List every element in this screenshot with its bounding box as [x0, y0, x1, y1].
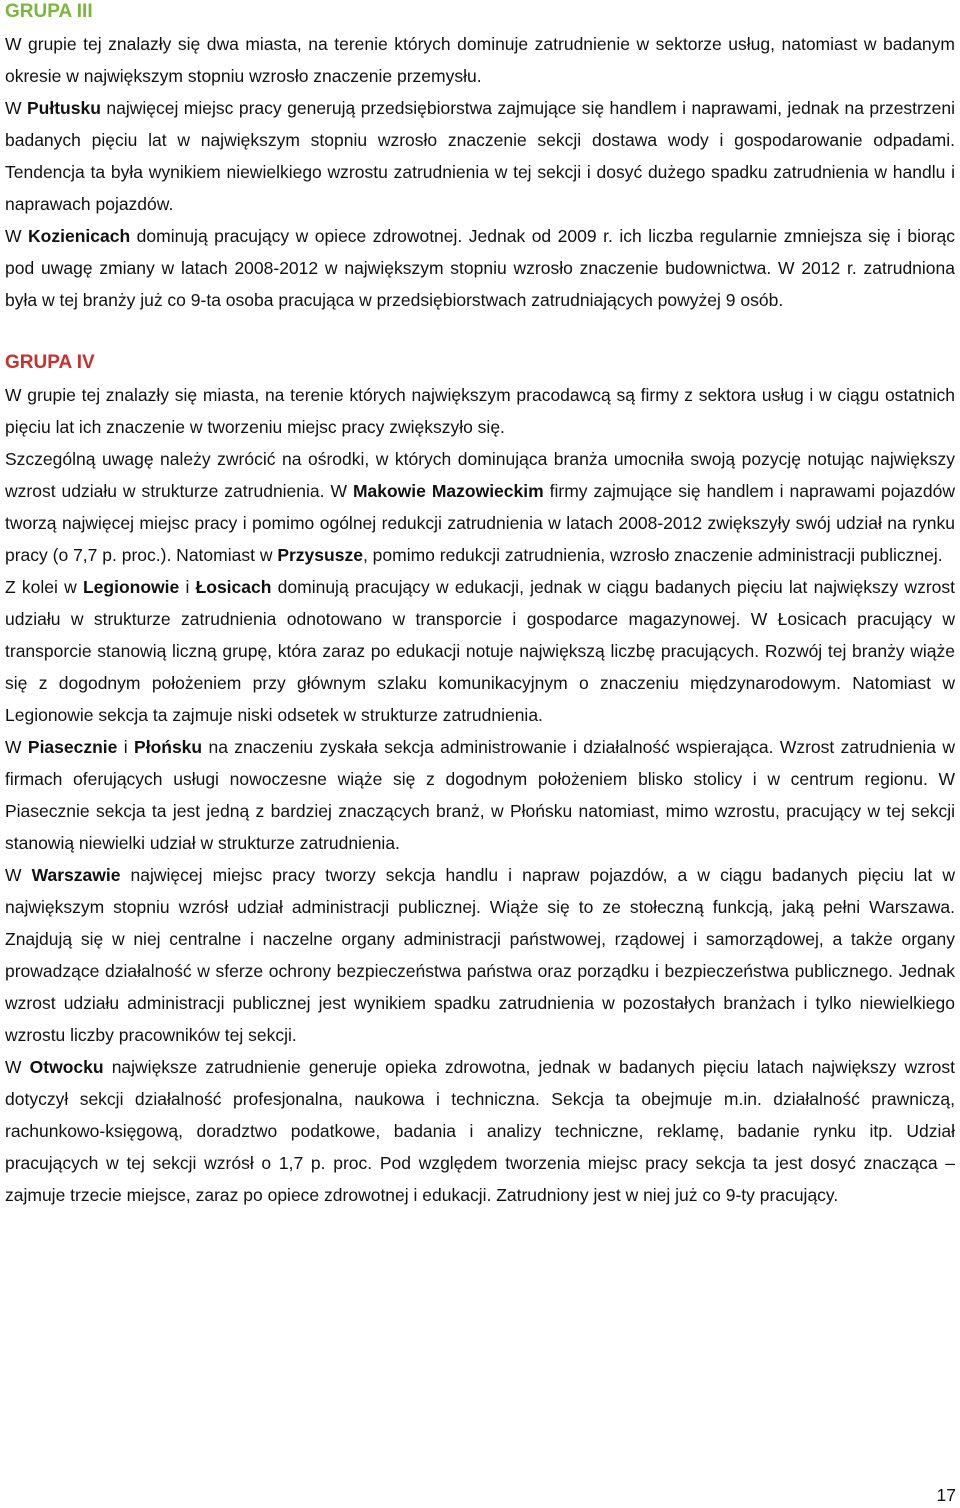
paragraph — [5, 92, 955, 220]
text-run: i — [179, 577, 196, 597]
place-name: Warszawie — [31, 865, 121, 885]
page-number: 17 — [936, 1485, 956, 1505]
place-name: Makowie Mazowieckim — [352, 481, 544, 501]
text-run: najwięcej miejsc pracy generują przedsiębiorstwa zajmujące się handlem i naprawami, jednak na przestrzeni badanych pięciu lat w największym stopniu wzrosło znaczenie sekcji dostawa wody i gospodarowanie odpadami. Tendencja ta była wynikiem niewielkiego wzrostu zatrudnienia w tej sekcji i dosyć dużego spadku zatrudnienia w handlu i naprawach pojazdów. — [5, 98, 955, 214]
text-run: W — [5, 737, 28, 757]
text-run: Szczególną uwagę należy zwrócić na ośrodki, w których dominująca branża umocniła swoją pozycję notując największy wzrost udziału w strukturze zatrudnienia. W — [5, 449, 955, 501]
place-name: Łosicach — [195, 577, 272, 597]
text-run: W — [5, 865, 32, 885]
place-name: Otwocku — [29, 1057, 104, 1077]
paragraph — [5, 1051, 955, 1211]
place-name: Płońsku — [134, 737, 203, 757]
document-page — [5, 0, 955, 1211]
text-run: W grupie tej znalazły się dwa miasta, na terenie których dominuje zatrudnienie w sektorze usług, natomiast w badanym okresie w największym stopniu wzrosło znaczenie przemysłu. — [5, 34, 955, 86]
text-run: dominują pracujący w edukacji, jednak w ciągu badanych pięciu lat największy wzrost udziału w strukturze zatrudnienia odnotowano w transporcie i gospodarce magazynowej. W Łosicach pracujący w transporcie stanowią liczną grupę, która zaraz po edukacji notuje największą liczbę pracujących. Rozwój tej branży wiąże się z dogodnym położeniem przy głównym szlaku komunikacyjnym o znaczeniu międzynarodowym. Natomiast w Legionowie sekcja ta zajmuje niski odsetek w strukturze zatrudnienia. — [5, 577, 955, 725]
text-run: najwięcej miejsc pracy tworzy sekcja handlu i napraw pojazdów, a w ciągu badanych pięciu lat w największym stopniu wzrósł udział administracji publicznej. Wiąże się to ze stołeczną funkcją, jaką pełni Warszawa. Znajdują się w niej centralne i naczelne organy administracji państwowej, rządowej i samorządowej, a także organy prowadzące działalność w sferze ochrony bezpieczeństwa państwa oraz porządku i bezpieczeństwa publicznego. Jednak wzrost udziału administracji publicznej jest wynikiem spadku zatrudnienia w pozostałych branżach i tylko niewielkiego wzrostu liczby pracowników tej sekcji. — [5, 865, 955, 1045]
paragraph — [5, 379, 955, 443]
place-name: Pułtusku — [26, 98, 101, 118]
place-name: Przysusze — [277, 545, 363, 565]
paragraph — [5, 28, 955, 92]
text-run: na znaczeniu zyskała sekcja administrowanie i działalność wspierająca. Wzrost zatrudnienia w firmach oferujących usługi nowoczesne wiąże się z dogodnym położeniem blisko stolicy i w centrum regionu. W Piasecznie sekcja ta jest jedną z bardziej znaczących branż, w Płońsku natomiast, mimo wzrostu, pracujący w tej sekcji stanowią niewielki udział w strukturze zatrudnienia. — [5, 737, 955, 853]
text-run: największe zatrudnienie generuje opieka zdrowotna, jednak w badanych pięciu latach największy wzrost dotyczył sekcji działalność profesjonalna, naukowa i techniczna. Sekcja ta obejmuje m.in. działalność prawniczą, rachunkowo-księgową, doradztwo podatkowe, badania i analizy techniczne, reklamę, badanie rynku itp. Udział pracujących w tej sekcji wzrósł o 1,7 p. proc. Pod względem tworzenia miejsc pracy sekcja ta jest dosyć znacząca – zajmuje trzecie miejsce, zaraz po opiece zdrowotnej i edukacji. Zatrudniony jest w niej już co 9-ty pracujący. — [5, 1057, 955, 1205]
group-3-heading: GRUPA III — [5, 1, 93, 22]
text-run: W — [5, 1057, 30, 1077]
text-run: W — [5, 226, 29, 246]
place-name: Kozienicach — [28, 226, 131, 246]
group-4-heading: GRUPA IV — [5, 352, 95, 373]
text-run: W grupie tej znalazły się miasta, na terenie których największym pracodawcą są firmy z sektora usług i w ciągu ostatnich pięciu lat ich znaczenie w tworzeniu miejsc pracy zwiększyło się. — [5, 385, 955, 437]
paragraph — [5, 859, 955, 1051]
group-3-body — [5, 28, 955, 316]
paragraph — [5, 571, 955, 731]
paragraph — [5, 731, 955, 859]
text-run: firmy zajmujące się handlem i naprawami pojazdów tworzą najwięcej miejsc pracy i pomimo ogólnej redukcji zatrudnienia w latach 2008-2012 zwiększyły swój udział na rynku pracy (o 7,7 p. proc.). Natomiast w — [5, 481, 955, 565]
text-run: i — [117, 737, 135, 757]
group-4-body — [5, 379, 955, 1211]
text-run: Z kolei w — [5, 577, 83, 597]
text-run: dominują pracujący w opiece zdrowotnej. Jednak od 2009 r. ich liczba regularnie zmniejsza się i biorąc pod uwagę zmiany w latach 2008-2012 w największym stopniu wzrosło znaczenie budownictwa. W 2012 r. zatrudniona była w tej branży już co 9-ta osoba pracująca w przedsiębiorstwach zatrudniających powyżej 9 osób. — [5, 226, 955, 310]
paragraph — [5, 220, 955, 316]
place-name: Legionowie — [82, 577, 180, 597]
text-run: W — [5, 98, 27, 118]
text-run: , pomimo redukcji zatrudnienia, wzrosło znaczenie administracji publicznej. — [362, 545, 943, 565]
paragraph — [5, 443, 955, 571]
place-name: Piasecznie — [27, 737, 118, 757]
